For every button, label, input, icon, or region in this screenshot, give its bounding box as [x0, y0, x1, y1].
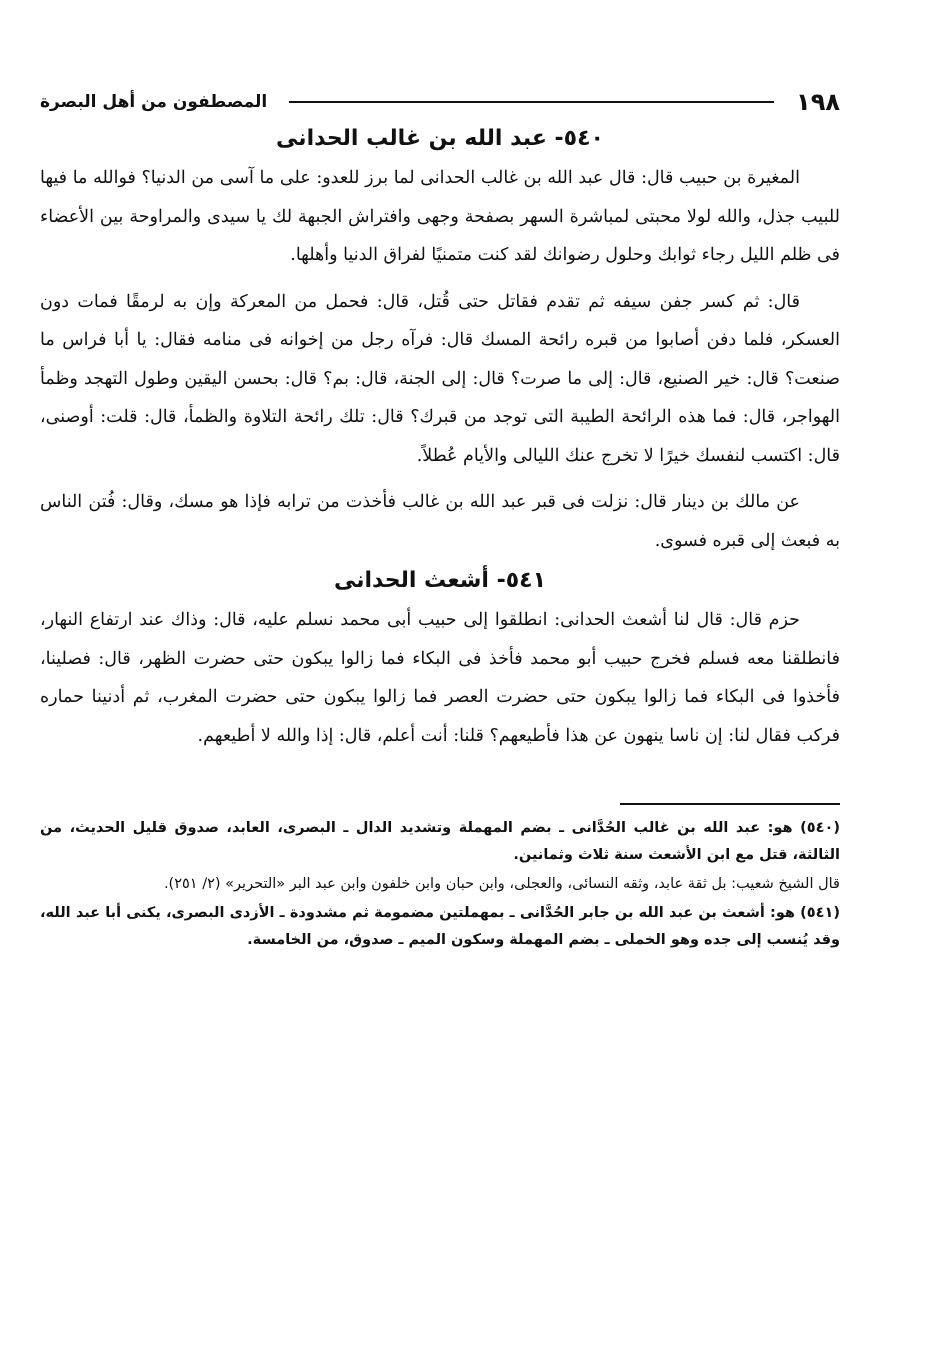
footnote-540: (٥٤٠) هو: عبد الله بن غالب الحُدَّانى ـ بضم المهملة وتشديد الدال ـ البصرى، العابد، صدوق قليل الحديث، من الثالثة، قتل مع ابن الأشعث سنة ثلاث وثمانين. [40, 820, 840, 863]
page-header [40, 84, 840, 120]
entry-540-paragraph-3: عن مالك بن دينار قال: نزلت فى قبر عبد الله بن غالب فأخذت من ترابه فإذا هو مسك، وقال: فُتن الناس به فبعث إلى قبره فسوى. [40, 492, 840, 551]
document-page [40, 84, 840, 956]
page-number: ١٩٨ [796, 88, 840, 116]
footnote-540-note: قال الشيخ شعيب: بل ثقة عابد، وثقه النسائى، والعجلى، وابن حبان وابن خلفون وابن عبد البر «التحرير» (٢/ ٢٥١). [163, 876, 840, 892]
entry-title-541: ٥٤١- أشعث الحدانى [333, 568, 547, 593]
entry-541-paragraph-1: حزم قال: قال لنا أشعث الحدانى: انطلقوا إلى حبيب أبى محمد نسلم عليه، قال: وذاك عند ارتفاع النهار، فانطلقنا معه فسلم فخرج حبيب أبو محمد فأخذ فى البكاء فما زالوا يبكون حتى حضرت الظهر، قال: فصلينا، فأخذوا فى البكاء فما زالوا يبكون حتى حضرت العصر فما زالوا يبكون حتى حضرت المغرب، ثم أدنينا حماره فركب فقال لنا: إن ناسا ينهون عن هذا فأطيعهم؟ قلنا: أنت أعلم، قال: إذا والله لا أطيعهم. [40, 610, 840, 746]
footnote-rule [620, 803, 840, 805]
footnotes [40, 815, 840, 954]
running-title: المصطفون من أهل البصرة [40, 92, 268, 112]
footnote-541: (٥٤١) هو: أشعث بن عبد الله بن جابر الحُدَّانى ـ بمهملتين مضمومة ثم مشدودة ـ الأزدى البصرى، يكنى أبا عبد الله، وقد يُنسب إلى جده وهو الخملى ـ بضم المهملة وسكون الميم ـ صدوق، من الخامسة. [40, 905, 840, 948]
header-rule [289, 101, 774, 103]
entry-540-paragraph-1: المغيرة بن حبيب قال: قال عبد الله بن غالب الحدانى لما برز للعدو: على ما آسى من الدنيا؟ فوالله ما فيها للبيب جذل، والله لولا محبتى لمباشرة السهر بصفحة وجهى وافتراش الجبهة لك يا سيدى والمراوحة بين الأعضاء فى ظلم الليل رجاء ثوابك وحلول رضوانك لقد كنت متمنيًا لفراق الدنيا وأهلها. [40, 168, 840, 265]
entry-540-paragraph-2: قال: ثم كسر جفن سيفه ثم تقدم فقاتل حتى قُتل، قال: فحمل من المعركة وإن به لرمقًا فمات دون العسكر، فلما دفن أصابوا من قبره رائحة المسك قال: فرآه رجل من إخوانه فى منامه فقال: يا أبا فراس ما صنعت؟ قال: خير الصنيع، قال: إلى ما صرت؟ قال: إلى الجنة، قال: بم؟ قال: بحسن اليقين وطول التهجد وظمأ الهواجر، قال: فما هذه الرائحة الطيبة التى توجد من قبرك؟ قال: تلك رائحة التلاوة والظمأ، قال: قلت: أوصنى، قال: اكتسب لنفسك خيرًا لا تخرج عنك الليالى والأيام عُطلاً. [40, 291, 840, 466]
entry-title-540: ٥٤٠- عبد الله بن غالب الحدانى [276, 126, 604, 151]
